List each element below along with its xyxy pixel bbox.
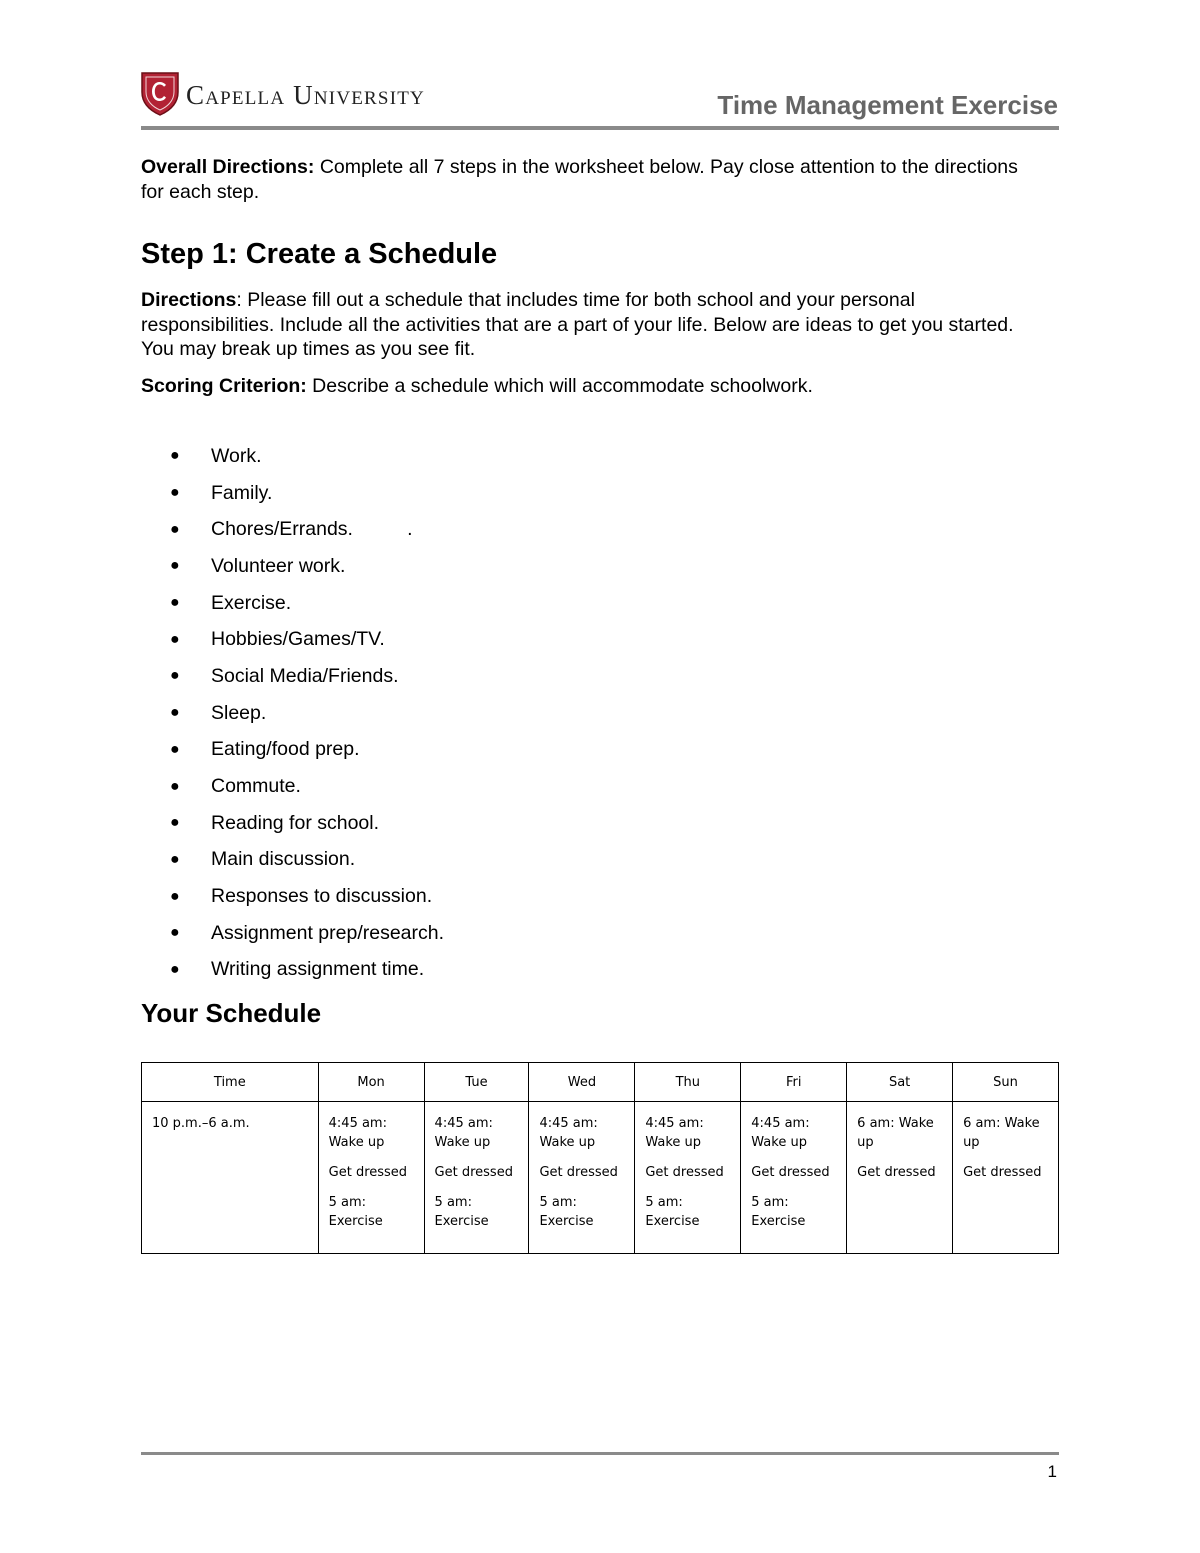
column-header-fri: Fri xyxy=(741,1063,847,1102)
footer-divider xyxy=(141,1452,1059,1455)
schedule-entry: Get dressed xyxy=(539,1165,618,1180)
capella-logo xyxy=(140,70,425,116)
list-item xyxy=(170,438,444,475)
mon-cell xyxy=(318,1102,424,1254)
list-item xyxy=(170,732,444,769)
document-title: Time Management Exercise xyxy=(717,90,1058,120)
overall-directions xyxy=(141,155,1046,204)
list-item-label: Volunteer work. xyxy=(211,554,346,577)
list-item-label: Work. xyxy=(211,444,262,467)
column-header-sun: Sun xyxy=(953,1063,1059,1102)
list-item-label: Family. xyxy=(211,481,273,504)
list-item xyxy=(170,658,444,695)
bullet-icon: ● xyxy=(170,447,180,465)
bullet-icon: ● xyxy=(170,557,180,575)
schedule-entry: 6 am: Wake up xyxy=(857,1116,934,1150)
schedule-entry: 5 am: Exercise xyxy=(434,1195,489,1229)
schedule-entry: 5 am: Exercise xyxy=(645,1195,700,1229)
time-range: 10 p.m.–6 a.m. xyxy=(152,1116,250,1131)
schedule-entry: Get dressed xyxy=(963,1165,1042,1180)
bullet-icon: ● xyxy=(170,740,180,758)
list-item xyxy=(170,621,444,658)
table-header-row xyxy=(142,1063,1059,1102)
activity-ideas-list xyxy=(170,438,444,988)
list-item-label: Responses to discussion. xyxy=(211,885,433,908)
list-item-label: Eating/food prep. xyxy=(211,738,360,761)
column-header-mon: Mon xyxy=(318,1063,424,1102)
column-header-time: Time xyxy=(142,1063,319,1102)
list-item xyxy=(170,842,444,879)
bullet-icon: ● xyxy=(170,667,180,685)
schedule-entry: 4:45 am: Wake up xyxy=(328,1116,387,1150)
list-item-label: Main discussion. xyxy=(211,848,356,871)
bullet-icon: ● xyxy=(170,630,180,648)
list-item-label: Commute. xyxy=(211,775,301,798)
tue-cell xyxy=(424,1102,529,1254)
list-item xyxy=(170,915,444,952)
list-item xyxy=(170,805,444,842)
scoring-criterion-text: Describe a schedule which will accommodate schoolwork. xyxy=(306,375,813,397)
list-item-label: Social Media/Friends. xyxy=(211,664,399,687)
table-row xyxy=(142,1102,1059,1254)
list-item xyxy=(170,952,444,989)
schedule-entry: 4:45 am: Wake up xyxy=(434,1116,493,1150)
bullet-icon: ● xyxy=(170,924,180,942)
schedule-entry: 6 am: Wake up xyxy=(963,1116,1040,1150)
your-schedule-heading: Your Schedule xyxy=(141,998,322,1028)
column-header-tue: Tue xyxy=(424,1063,529,1102)
bullet-icon: ● xyxy=(170,814,180,832)
overall-directions-label: Overall Directions: xyxy=(141,156,315,178)
header-divider xyxy=(141,126,1059,130)
list-item xyxy=(170,548,444,585)
fri-cell xyxy=(741,1102,847,1254)
list-item-label: Sleep. xyxy=(211,701,267,724)
wed-cell xyxy=(529,1102,635,1254)
step1-directions-label: Directions xyxy=(141,289,237,311)
schedule-entry: Get dressed xyxy=(434,1165,513,1180)
schedule-entry: 5 am: Exercise xyxy=(751,1195,806,1229)
bullet-icon: ● xyxy=(170,704,180,722)
bullet-icon: ● xyxy=(170,850,180,868)
bullet-icon: ● xyxy=(170,520,180,538)
step1-heading: Step 1: Create a Schedule xyxy=(141,238,498,270)
schedule-entry: Get dressed xyxy=(328,1165,408,1180)
list-item xyxy=(170,511,444,548)
scoring-criterion-label: Scoring Criterion: xyxy=(141,375,307,397)
schedule-entry: 4:45 am: Wake up xyxy=(645,1116,704,1150)
bullet-icon: ● xyxy=(170,484,180,502)
schedule-entry: 5 am: Exercise xyxy=(328,1195,383,1229)
schedule-entry: Get dressed xyxy=(857,1165,936,1180)
step1-directions-text: : Please fill out a schedule that includes time for both school and your personal responsibilities. Include all the activities that are a part of your life. Below are ideas to get you started. You may break up times as you see fit. xyxy=(141,289,1014,360)
list-item-label: Hobbies/Games/TV. xyxy=(211,628,385,651)
bullet-icon: ● xyxy=(170,887,180,905)
list-item xyxy=(170,585,444,622)
list-item-label: Reading for school. xyxy=(211,811,380,834)
list-item xyxy=(170,768,444,805)
column-header-sat: Sat xyxy=(847,1063,953,1102)
schedule-entry: 4:45 am: Wake up xyxy=(539,1116,598,1150)
column-header-wed: Wed xyxy=(529,1063,635,1102)
schedule-entry: 5 am: Exercise xyxy=(539,1195,594,1229)
column-header-thu: Thu xyxy=(635,1063,741,1102)
list-item-label: Exercise. xyxy=(211,591,292,614)
time-cell xyxy=(142,1102,319,1254)
sun-cell xyxy=(953,1102,1059,1254)
step1-directions xyxy=(141,288,1046,362)
list-item-label: Chores/Errands. . xyxy=(211,518,413,541)
bullet-icon: ● xyxy=(170,960,180,978)
sat-cell xyxy=(847,1102,953,1254)
thu-cell xyxy=(635,1102,741,1254)
schedule-entry: Get dressed xyxy=(645,1165,724,1180)
scoring-criterion xyxy=(141,374,1046,399)
list-item xyxy=(170,475,444,512)
schedule-table xyxy=(141,1062,1059,1254)
schedule-entry: 4:45 am: Wake up xyxy=(751,1116,810,1150)
list-item-label: Assignment prep/research. xyxy=(211,921,445,944)
bullet-icon: ● xyxy=(170,594,180,612)
shield-icon xyxy=(140,70,180,116)
logo-text: Capella University xyxy=(186,79,425,110)
list-item xyxy=(170,878,444,915)
schedule-entry: Get dressed xyxy=(751,1165,830,1180)
list-item xyxy=(170,695,444,732)
list-item-label: Writing assignment time. xyxy=(211,958,425,981)
page-number: 1 xyxy=(1047,1462,1057,1481)
bullet-icon: ● xyxy=(170,777,180,795)
overall-directions-text: Complete all 7 steps in the worksheet below. Pay close attention to the directions for each step. xyxy=(141,156,1018,203)
